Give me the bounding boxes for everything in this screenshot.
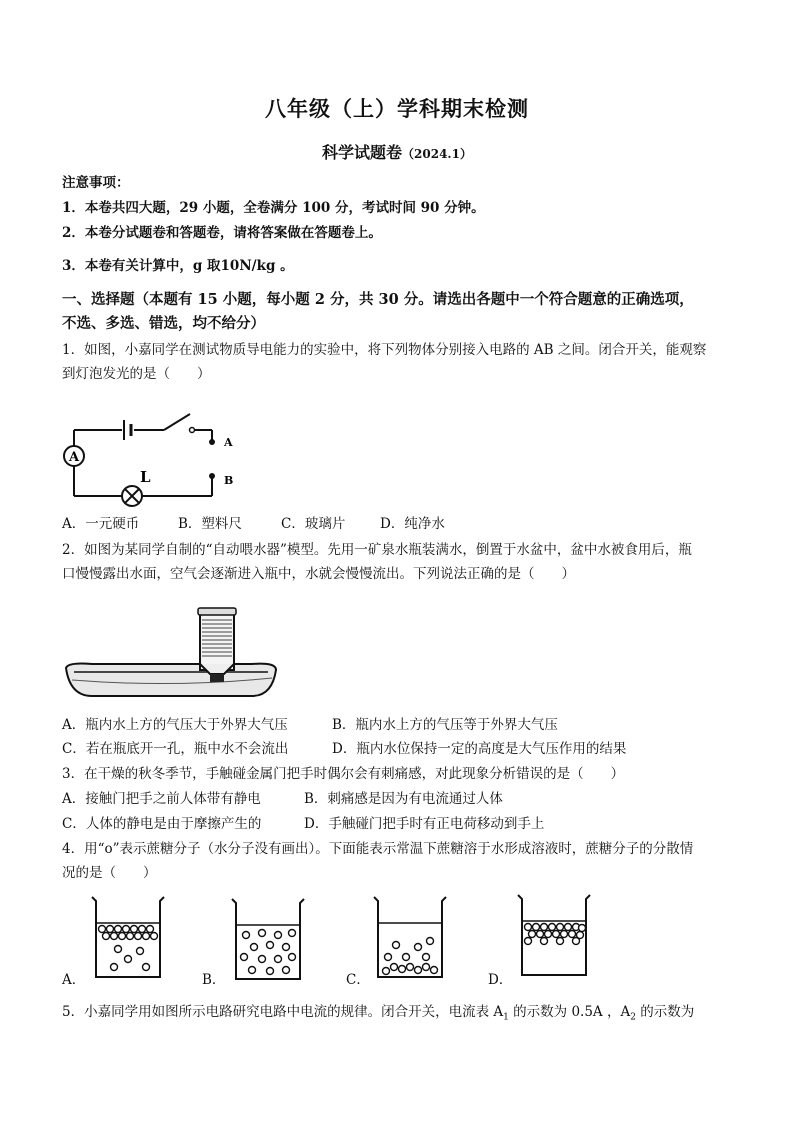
q2-option-a: A．瓶内水上方的气压大于外界大气压 bbox=[62, 717, 288, 733]
bottle-base bbox=[198, 608, 236, 615]
q1-stem-line1: 1．如图，小嘉同学在测试物质导电能力的实验中，将下列物体分别接入电路的 AB 之间。闭合开关，能观察 bbox=[62, 342, 707, 358]
q4-stem-line2: 况的是（ ） bbox=[62, 865, 157, 881]
q2-stem-line2: 口慢慢露出水面，空气会逐渐进入瓶中，水就会慢慢流出。下列说法正确的是（ ） bbox=[62, 566, 575, 582]
ammeter-label: A bbox=[68, 450, 80, 465]
q4-stem-line1: 4．用“o”表示蔗糖分子（水分子没有画出）。下面能表示常温下蔗糖溶于水形成溶液时，蔗糖分子的分散情 bbox=[62, 841, 694, 857]
q1-option-d: D．纯净水 bbox=[380, 516, 445, 532]
note-item-1: 1．本卷共四大题，29 小题，全卷满分 100 分，考试时间 90 分钟。 bbox=[62, 200, 485, 216]
note-item-2: 2．本卷分试题卷和答题卷，请将答案做在答题卷上。 bbox=[62, 225, 382, 241]
beaker-c-label: C． bbox=[346, 972, 370, 988]
beaker-b bbox=[228, 895, 308, 985]
q1-option-a: A．一元硬币 bbox=[62, 516, 140, 532]
lamp-label: L bbox=[140, 468, 151, 486]
q3-stem: 3．在干燥的秋冬季节，手触碰金属门把手时偶尔会有刺痛感，对此现象分析错误的是（ ） bbox=[62, 766, 625, 782]
q5-ammeter2-subscript: 2 bbox=[630, 1012, 636, 1023]
terminal-a bbox=[209, 439, 215, 445]
q3-option-d: D．手触碰门把手时有正电荷移动到手上 bbox=[304, 816, 545, 832]
note-item-3: 3．本卷有关计算中，g 取10N/kg 。 bbox=[62, 258, 294, 274]
q2-option-d: D．瓶内水位保持一定的高度是大气压作用的结果 bbox=[332, 741, 627, 757]
q3-option-a: A．接触门把手之前人体带有静电 bbox=[62, 791, 261, 807]
q1-circuit-diagram bbox=[60, 398, 250, 510]
beaker-b-label: B． bbox=[202, 972, 226, 988]
q3-option-c: C．人体的静电是由于摩擦产生的 bbox=[62, 816, 262, 832]
q2-water-feeder-diagram bbox=[62, 604, 282, 704]
q2-option-c: C．若在瓶底开一孔，瓶中水不会流出 bbox=[62, 741, 289, 757]
q2-option-b: B．瓶内水上方的气压等于外界大气压 bbox=[332, 717, 558, 733]
q3-option-b: B．刺痛感是因为有电流通过人体 bbox=[304, 791, 503, 807]
beaker-d-label: D． bbox=[488, 972, 513, 988]
terminal-b bbox=[209, 473, 215, 479]
water-basin bbox=[66, 664, 276, 697]
page-subtitle bbox=[0, 140, 794, 163]
beaker-a bbox=[88, 893, 168, 983]
bottle-mouth bbox=[210, 674, 224, 682]
page-title: 八年级（上）学科期末检测 bbox=[265, 96, 529, 121]
inverted-bottle bbox=[200, 612, 234, 670]
q1-option-b: B．塑料尺 bbox=[178, 516, 242, 532]
section1-heading-line2: 不选、多选、错选，均不给分） bbox=[62, 315, 265, 332]
q5-ammeter1-subscript: 1 bbox=[503, 1012, 509, 1023]
beaker-d bbox=[514, 891, 594, 981]
terminal-b-label: B bbox=[224, 474, 234, 487]
q5-text-part1: 5．小嘉同学用如图所示电路研究电路中电流的规律。闭合开关，电流表 A bbox=[62, 1004, 504, 1020]
section1-heading-line1: 一、选择题（本题有 15 小题，每小题 2 分，共 30 分。请选出各题中一个符合题意的正确选项， bbox=[62, 291, 694, 308]
switch-contact bbox=[190, 428, 195, 433]
q2-stem-line1: 2．如图为某同学自制的“自动喂水器”模型。先用一矿泉水瓶装满水，倒置于水盆中，盆中水被食用后，瓶 bbox=[62, 542, 692, 558]
subtitle-year: （2024.1） bbox=[402, 147, 472, 161]
subtitle-text: 科学试题卷 bbox=[322, 143, 403, 162]
beaker-c bbox=[370, 893, 450, 983]
q1-option-c: C．玻璃片 bbox=[281, 516, 346, 532]
terminal-a-label: A bbox=[224, 436, 233, 449]
q5-stem bbox=[62, 1002, 742, 1028]
beaker-a-label: A． bbox=[62, 972, 86, 988]
notes-heading: 注意事项： bbox=[62, 175, 130, 191]
q1-stem-line2: 到灯泡发光的是（ ） bbox=[62, 366, 211, 382]
q5-text-part3: 的示数为 bbox=[635, 1004, 695, 1020]
q5-text-part2: 的示数为 0.5A ，A bbox=[508, 1004, 631, 1020]
